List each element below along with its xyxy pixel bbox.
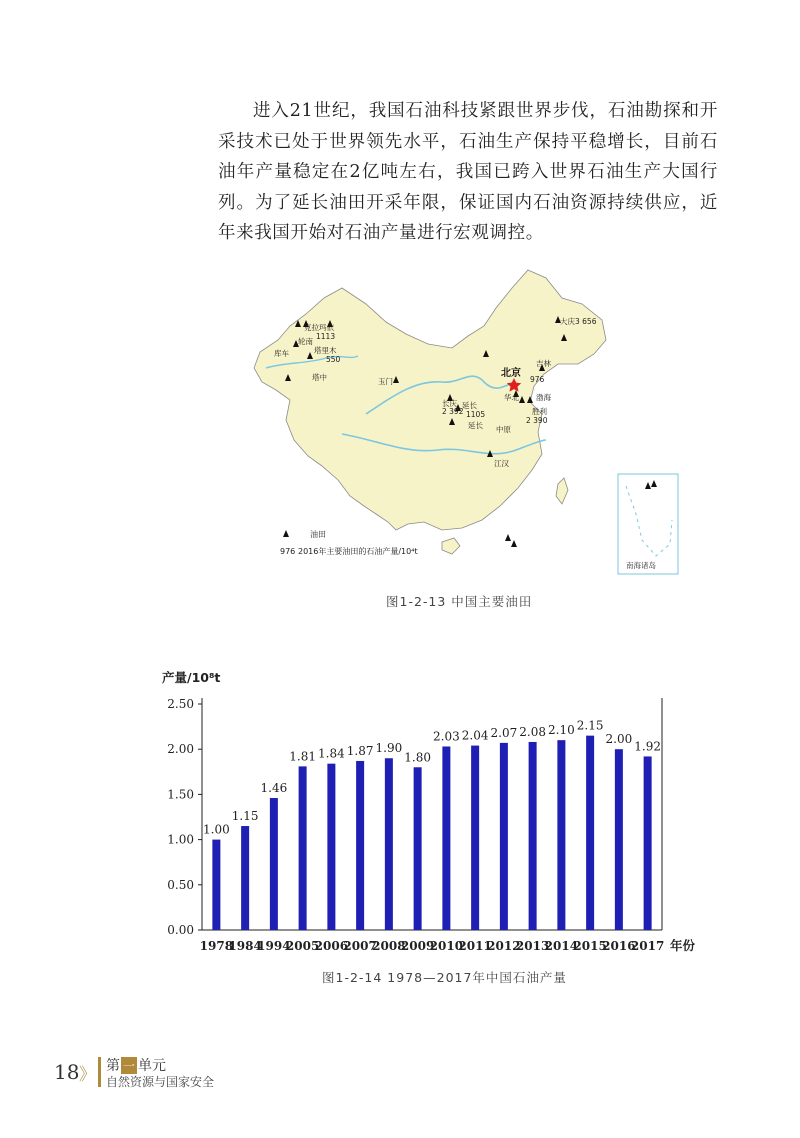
- oilfield-label: 胜利: [532, 407, 547, 416]
- unit-subtitle: 自然资源与国家安全: [106, 1075, 215, 1089]
- oilfield-map: [246, 264, 684, 582]
- bar-value-label: 1.90: [375, 741, 403, 756]
- inset-label: 南海诸岛: [626, 561, 656, 570]
- oilfield-label: 976: [530, 375, 545, 384]
- oilfield-label: 塔里木: [314, 346, 337, 355]
- oilfield-label: 克拉玛依: [304, 323, 334, 332]
- taiwan-island: [556, 478, 568, 504]
- bar-value-label: 2.15: [576, 718, 604, 733]
- unit-number: 一: [123, 1059, 136, 1073]
- y-tick-label: 2.50: [167, 697, 194, 711]
- oilfield-label: 塔中: [312, 373, 327, 382]
- x-tick-label: 2006: [314, 939, 349, 953]
- oilfield-label: 1113: [316, 332, 336, 341]
- y-axis-title: 产量/10⁸t: [162, 670, 221, 685]
- x-tick-label: 2010: [429, 939, 464, 953]
- body-paragraph: 进入21世纪，我国石油科技紧跟世界步伐，石油勘探和开采技术已处于世界领先水平，石油生产保持平稳增长，目前石油年产量稳定在2亿吨左右，我国已跨入世界石油生产大国行列。为了延长油田开采年限，保证国内石油资源持续供应，近年来我国开始对石油产量进行宏观调控。: [218, 101, 718, 243]
- bar: [299, 766, 307, 930]
- x-tick-label: 1978: [199, 939, 234, 953]
- bar: [529, 742, 537, 930]
- bar: [586, 736, 594, 930]
- legend-oilfield-label: 油田: [310, 530, 326, 539]
- bar: [644, 756, 652, 930]
- oilfield-marker: [505, 534, 511, 541]
- x-tick-label: 2017: [630, 939, 665, 953]
- bar-value-label: 2.04: [461, 728, 489, 743]
- oilfield-label: 江汉: [494, 459, 509, 468]
- x-tick-label: 1984: [228, 939, 262, 953]
- unit-suffix: 单元: [138, 1058, 167, 1074]
- oilfield-label: 渤海: [536, 393, 551, 402]
- page-number: 18: [54, 1060, 80, 1084]
- x-tick-label: 1994: [257, 939, 291, 953]
- x-tick-label: 2012: [487, 939, 521, 953]
- x-tick-label: 2007: [343, 939, 377, 953]
- oilfield-label: 中原: [496, 425, 511, 434]
- unit-prefix: 第: [106, 1058, 120, 1074]
- oilfield-label: 大庆3 656: [560, 317, 597, 326]
- capital-label: 北京: [501, 368, 521, 379]
- bar-value-label: 1.46: [260, 781, 288, 796]
- y-tick-label: 1.50: [167, 787, 194, 802]
- bar-value-label: 2.07: [490, 725, 518, 740]
- bar-value-label: 1.15: [231, 809, 259, 824]
- y-tick-label: 1.00: [167, 832, 194, 847]
- oilfield-label: 1105: [466, 410, 486, 419]
- x-tick-label: 2008: [372, 939, 406, 953]
- bar: [385, 758, 393, 930]
- x-tick-label: 2013: [515, 939, 550, 953]
- bar-value-label: 2.10: [548, 723, 575, 738]
- y-tick-label: 0.50: [167, 877, 194, 892]
- bar: [557, 740, 565, 930]
- map-caption: 图1-2-13 中国主要油田: [386, 594, 533, 609]
- oilfield-label: 550: [326, 355, 341, 364]
- bar: [356, 761, 364, 930]
- oil-production-chart: [150, 664, 710, 964]
- bar: [241, 826, 249, 930]
- legend-number-label: 2016年主要油田的石油产量/10⁴t: [298, 547, 418, 556]
- bar-value-label: 2.08: [519, 724, 546, 739]
- bar-value-label: 1.81: [289, 749, 316, 764]
- oilfield-label: 玉门: [378, 377, 393, 386]
- x-tick-label: 2011: [458, 939, 492, 953]
- bar-value-label: 1.00: [203, 822, 230, 837]
- bar-value-label: 1.80: [404, 750, 431, 765]
- oilfield-label: 吉林: [536, 359, 551, 368]
- bar: [212, 840, 220, 930]
- chart-caption: 图1-2-14 1978—2017年中国石油产量: [322, 970, 567, 985]
- legend-sample-number: 976: [280, 547, 296, 556]
- legend-oilfield-icon: [283, 530, 289, 537]
- bar-value-label: 1.92: [634, 739, 661, 754]
- unit-title: [106, 1055, 166, 1075]
- bar: [327, 764, 335, 930]
- x-tick-label: 2015: [573, 939, 607, 953]
- bar: [471, 746, 479, 930]
- bar: [442, 746, 450, 930]
- oilfield-label: 库车: [274, 349, 289, 358]
- bar: [615, 749, 623, 930]
- bar: [270, 798, 278, 930]
- oilfield-label: 长庆: [442, 399, 457, 408]
- chevron-icon: 》: [79, 1065, 96, 1085]
- oilfield-label: 轮南: [298, 337, 313, 346]
- footer-divider: [98, 1057, 101, 1087]
- oilfield-label: 延长: [462, 401, 477, 410]
- x-tick-label: 2009: [400, 939, 435, 953]
- bar-value-label: 2.00: [605, 732, 633, 747]
- x-axis-title: 年份: [670, 938, 696, 953]
- china-land: [254, 270, 606, 530]
- oilfield-marker: [511, 540, 517, 547]
- oilfield-label: 2 392: [442, 407, 464, 416]
- oilfield-label: 华北: [504, 393, 519, 402]
- oilfield-label: 2 390: [526, 416, 548, 425]
- x-tick-label: 2016: [602, 939, 636, 953]
- oilfield-label: 延长: [468, 421, 483, 430]
- y-tick-label: 2.00: [167, 742, 194, 757]
- y-tick-label: 0.00: [167, 923, 194, 937]
- chart-bars: [212, 736, 651, 930]
- bar-value-label: 1.87: [346, 743, 374, 758]
- x-tick-label: 2014: [544, 939, 579, 953]
- bar-value-label: 2.03: [433, 729, 460, 744]
- bar: [500, 743, 508, 930]
- x-tick-label: 2005: [285, 939, 320, 953]
- bar: [414, 767, 422, 930]
- hainan-island: [442, 538, 460, 554]
- map-legend: [280, 529, 418, 556]
- bar-value-label: 1.84: [318, 746, 345, 761]
